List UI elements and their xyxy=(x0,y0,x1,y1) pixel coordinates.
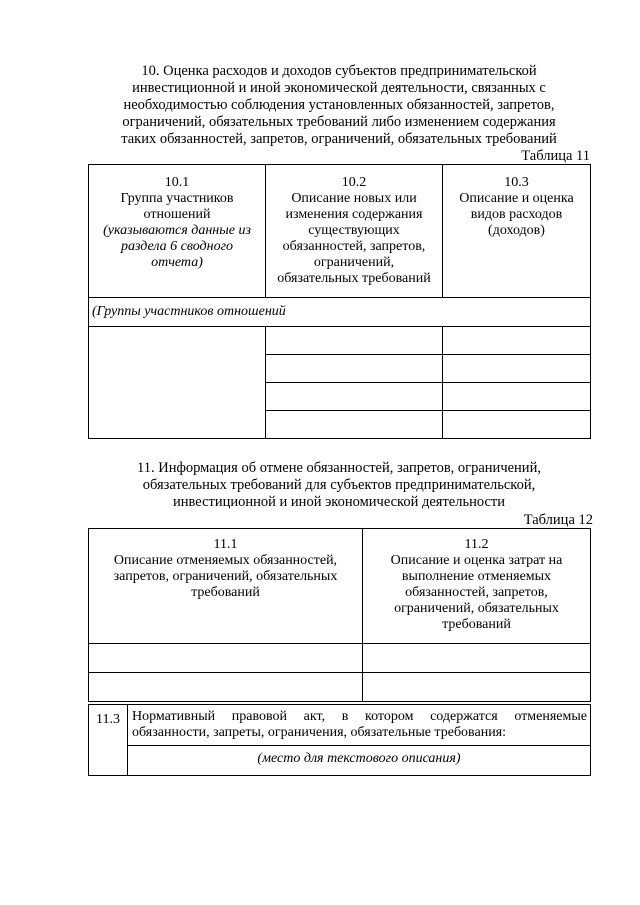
table-12-header-11-2: 11.2 Описание и оценка затрат на выполнение отменяемых обязанностей, запретов, ограничений, обязательных требований xyxy=(363,529,591,644)
table-11-cell xyxy=(443,383,591,411)
table-11-label: Таблица 11 xyxy=(521,148,590,164)
row-11-3-text: Нормативный правовой акт, в котором содержатся отменяемые обязанности, запреты, ограничения, обязательные требования: xyxy=(128,705,591,746)
table-12-cell xyxy=(89,673,363,702)
table-12-header-11-1: 11.1 Описание отменяемых обязанностей, запретов, ограничений, обязательных требований xyxy=(89,529,363,644)
table-11-group-row: (Группы участников отношений xyxy=(89,298,591,327)
table-12 xyxy=(88,528,591,776)
table-11-cell xyxy=(443,411,591,439)
table-11-cell xyxy=(443,355,591,383)
table-11-cell xyxy=(266,411,443,439)
table-11-group-cell xyxy=(89,327,266,439)
table-11-cell xyxy=(266,383,443,411)
table-11-cell xyxy=(266,355,443,383)
section-10-heading: 10. Оценка расходов и доходов субъектов предпринимательской инвестиционной и иной экономической деятельности, связанных с необходимостью соблюдения установленных обязанностей, запретов, ограничений, обязательных требований либо изменением содержания таких обязанностей, запретов, ограничений, обязательных требований xyxy=(121,63,557,147)
table-11-cell xyxy=(266,327,443,355)
table-12-cell xyxy=(363,644,591,673)
table-11 xyxy=(88,164,591,439)
row-11-3-placeholder: (место для текстового описания) xyxy=(128,746,591,776)
row-11-3-number: 11.3 xyxy=(89,705,128,776)
table-11-header-10-2: 10.2 Описание новых или изменения содержания существующих обязанностей, запретов, ограничений, обязательных требований xyxy=(266,165,443,298)
table-12-cell xyxy=(89,644,363,673)
table-12-cell xyxy=(363,673,591,702)
table-11-header-10-3: 10.3 Описание и оценка видов расходов (доходов) xyxy=(443,165,591,298)
table-11-cell xyxy=(443,327,591,355)
section-11-heading: 11. Информация об отмене обязанностей, запретов, ограничений, обязательных требований для субъектов предпринимательской, инвестиционной и иной экономической деятельности xyxy=(137,460,541,510)
table-11-header-10-1: 10.1 Группа участников отношений (указываются данные из раздела 6 сводного отчета) xyxy=(89,165,266,298)
table-12-label: Таблица 12 xyxy=(523,512,593,528)
